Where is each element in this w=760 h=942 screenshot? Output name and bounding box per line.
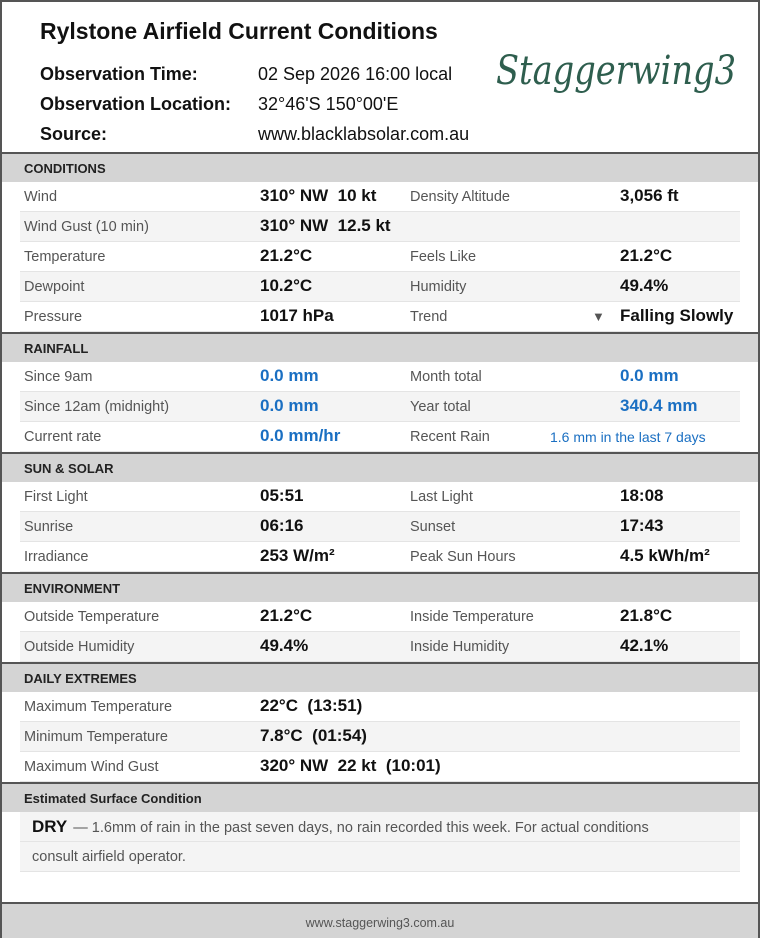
row-since-9am — [20, 362, 740, 392]
inside-temperature-label: Inside Temperature — [410, 609, 534, 625]
surface-condition-line2: consult airfield operator. — [32, 849, 186, 865]
density-altitude-label: Density Altitude — [410, 189, 510, 205]
year-total-label: Year total — [410, 399, 471, 415]
triangle-down-icon: ▼ — [592, 309, 605, 324]
sun-solar-section-heading: SUN & SOLAR — [2, 452, 758, 482]
pressure-label: Pressure — [24, 309, 83, 325]
row-first-light — [20, 482, 740, 512]
sunrise-label: Sunrise — [24, 519, 74, 535]
wind-gust-value: 310° NW 12.5 kt — [260, 216, 391, 235]
conditions-section-heading: CONDITIONS — [2, 152, 758, 182]
wind-gust-label: Wind Gust (10 min) — [24, 219, 149, 235]
feels-like-label: Feels Like — [410, 249, 477, 265]
row-max-temperature — [20, 692, 740, 722]
row-outside-humidity — [20, 632, 740, 662]
current-rate-value: 0.0 mm/hr — [260, 426, 341, 445]
max-temperature-label: Maximum Temperature — [24, 699, 173, 715]
row-temperature — [20, 242, 740, 272]
inside-temperature-value: 21.8°C — [620, 606, 673, 625]
last-light-label: Last Light — [410, 489, 473, 505]
page-title: Rylstone Airfield Current Conditions — [40, 18, 438, 44]
wind-label: Wind — [24, 189, 58, 205]
surface-description-line1: — 1.6mm of rain in the past seven days, no rain recorded this week. For actual conditions — [73, 820, 649, 836]
humidity-value: 49.4% — [620, 276, 669, 295]
daily-extremes-section-heading: DAILY EXTREMES — [2, 662, 758, 692]
max-wind-gust-label: Maximum Wind Gust — [24, 759, 159, 775]
row-current-rate — [20, 422, 740, 452]
recent-rain-label: Recent Rain — [410, 429, 490, 445]
month-total-value: 0.0 mm — [620, 366, 679, 385]
since-9am-label: Since 9am — [24, 369, 93, 385]
last-light-value: 18:08 — [620, 486, 664, 505]
dewpoint-value: 10.2°C — [260, 276, 313, 295]
trend-label: Trend — [410, 309, 448, 325]
outside-temperature-value: 21.2°C — [260, 606, 313, 625]
inside-humidity-value: 42.1% — [620, 636, 669, 655]
inside-humidity-label: Inside Humidity — [410, 639, 510, 655]
observation-location-value: 32°46'S 150°00'E — [258, 94, 399, 114]
humidity-label: Humidity — [410, 279, 467, 295]
sunset-label: Sunset — [410, 519, 456, 535]
pressure-value: 1017 hPa — [260, 306, 334, 325]
row-pressure — [20, 302, 740, 332]
source-label: Source: — [40, 124, 108, 144]
first-light-label: First Light — [24, 489, 88, 505]
density-altitude-value: 3,056 ft — [620, 186, 679, 205]
first-light-value: 05:51 — [260, 486, 304, 505]
min-temperature-label: Minimum Temperature — [24, 729, 168, 745]
since-midnight-value: 0.0 mm — [260, 396, 319, 415]
row-wind — [20, 182, 740, 212]
environment-section-heading: ENVIRONMENT — [2, 572, 758, 602]
surface-status: DRY — [32, 817, 68, 836]
row-irradiance — [20, 542, 740, 572]
row-dewpoint — [20, 272, 740, 302]
irradiance-label: Irradiance — [24, 549, 89, 565]
footer-link[interactable]: www.staggerwing3.com.au — [305, 916, 455, 930]
dewpoint-label: Dewpoint — [24, 279, 85, 295]
observation-location-label: Observation Location: — [40, 94, 232, 114]
temperature-label: Temperature — [24, 249, 106, 265]
feels-like-value: 21.2°C — [620, 246, 673, 265]
peak-sun-hours-label: Peak Sun Hours — [410, 549, 516, 565]
peak-sun-hours-value: 4.5 kWh/m² — [620, 546, 710, 565]
rainfall-section-heading: RAINFALL — [2, 332, 758, 362]
surface-condition-line1 — [32, 812, 712, 843]
wind-value: 310° NW 10 kt — [260, 186, 377, 205]
observation-time-value: 02 Sep 2026 16:00 local — [258, 64, 453, 84]
since-9am-value: 0.0 mm — [260, 366, 319, 385]
row-max-wind-gust — [20, 752, 740, 782]
trend-value: Falling Slowly — [620, 306, 734, 325]
outside-humidity-value: 49.4% — [260, 636, 309, 655]
source-value: www.blacklabsolar.com.au — [258, 124, 470, 144]
temperature-value: 21.2°C — [260, 246, 313, 265]
irradiance-value: 253 W/m² — [260, 546, 335, 565]
staggerwing3-logo — [492, 40, 742, 106]
recent-rain-value: 1.6 mm in the last 7 days — [550, 429, 706, 445]
since-midnight-label: Since 12am (midnight) — [24, 399, 170, 415]
surface-condition-section-heading: Estimated Surface Condition — [2, 782, 758, 812]
outside-temperature-label: Outside Temperature — [24, 609, 160, 625]
row-min-temperature — [20, 722, 740, 752]
row-sunrise — [20, 512, 740, 542]
min-temperature-value: 7.8°C (01:54) — [260, 726, 367, 745]
max-wind-gust-value: 320° NW 22 kt (10:01) — [260, 756, 441, 775]
header — [2, 2, 758, 152]
observation-time-label: Observation Time: — [40, 64, 198, 84]
max-temperature-value: 22°C (13:51) — [260, 696, 363, 715]
year-total-value: 340.4 mm — [620, 396, 698, 415]
month-total-label: Month total — [410, 369, 482, 385]
row-wind-gust — [20, 212, 740, 242]
sunset-value: 17:43 — [620, 516, 664, 535]
current-rate-label: Current rate — [24, 429, 102, 445]
row-since-midnight — [20, 392, 740, 422]
logo-wordmark: Staggerwing3 — [496, 48, 736, 94]
footer — [2, 902, 758, 938]
row-outside-temperature — [20, 602, 740, 632]
outside-humidity-label: Outside Humidity — [24, 639, 135, 655]
sunrise-value: 06:16 — [260, 516, 304, 535]
